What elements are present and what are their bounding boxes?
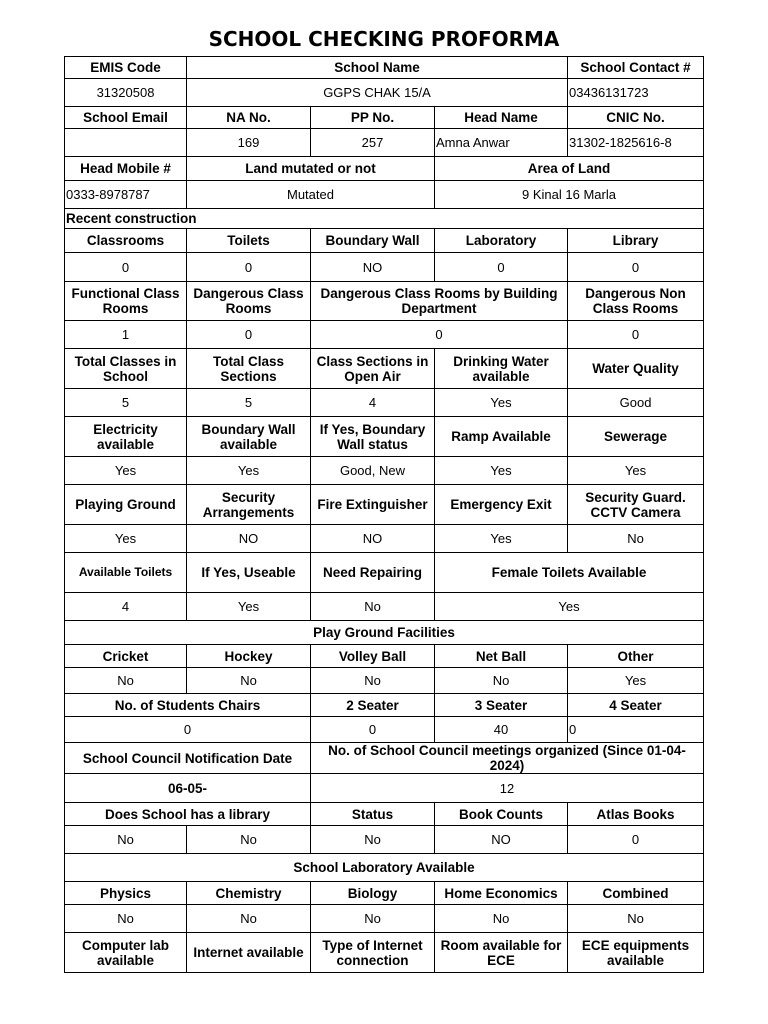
header-row — [65, 157, 704, 181]
students-chairs-value: 0 — [65, 717, 311, 743]
fire-extinguisher-value: NO — [311, 525, 435, 553]
area-of-land-header: Area of Land — [435, 157, 704, 181]
header-row — [65, 282, 704, 321]
boundary-wall-value: NO — [311, 253, 435, 282]
value-row — [65, 457, 704, 485]
toilets-value: 0 — [187, 253, 311, 282]
available-toilets-value: 4 — [65, 593, 187, 621]
library-header: Library — [568, 229, 704, 253]
sewerage-value: Yes — [568, 457, 704, 485]
school-laboratory-heading: School Laboratory Available — [65, 854, 704, 882]
book-counts-header: Book Counts — [435, 803, 568, 826]
header-row — [65, 553, 704, 593]
other-header: Other — [568, 645, 704, 668]
ece-equipments-header: ECE equipments available — [568, 933, 704, 973]
classrooms-header: Classrooms — [65, 229, 187, 253]
value-row — [65, 905, 704, 933]
value-row — [65, 79, 704, 107]
home-economics-value: No — [435, 905, 568, 933]
emergency-exit-header: Emergency Exit — [435, 485, 568, 525]
value-row — [65, 826, 704, 854]
functional-class-rooms-value: 1 — [65, 321, 187, 349]
section-row — [65, 209, 704, 229]
value-row — [65, 129, 704, 157]
internet-available-header: Internet available — [187, 933, 311, 973]
students-chairs-header: No. of Students Chairs — [65, 694, 311, 717]
area-of-land-value: 9 Kinal 16 Marla — [435, 181, 704, 209]
female-toilets-value: Yes — [435, 593, 704, 621]
net-ball-header: Net Ball — [435, 645, 568, 668]
council-notification-date-value: 06-05- — [65, 774, 311, 803]
library-status-value: No — [311, 826, 435, 854]
boundary-wall-available-value: Yes — [187, 457, 311, 485]
header-row — [65, 417, 704, 457]
cnic-no-header: CNIC No. — [568, 107, 704, 129]
boundary-wall-status-header: If Yes, Boundary Wall status — [311, 417, 435, 457]
electricity-header: Electricity available — [65, 417, 187, 457]
section-row — [65, 854, 704, 882]
pp-no-header: PP No. — [311, 107, 435, 129]
open-air-sections-value: 4 — [311, 389, 435, 417]
dangerous-rooms-building-dept-header: Dangerous Class Rooms by Building Department — [311, 282, 568, 321]
atlas-books-value: 0 — [568, 826, 704, 854]
combined-value: No — [568, 905, 704, 933]
land-mutated-value: Mutated — [187, 181, 435, 209]
emis-code-header: EMIS Code — [65, 57, 187, 79]
electricity-value: Yes — [65, 457, 187, 485]
internet-type-header: Type of Internet connection — [311, 933, 435, 973]
library-value: 0 — [568, 253, 704, 282]
ece-room-header: Room available for ECE — [435, 933, 568, 973]
council-meetings-header: No. of School Council meetings organized (Since 01-04-2024) — [311, 743, 704, 774]
pp-no-value: 257 — [311, 129, 435, 157]
header-row — [65, 229, 704, 253]
school-name-header: School Name — [187, 57, 568, 79]
two-seater-header: 2 Seater — [311, 694, 435, 717]
header-row — [65, 882, 704, 905]
header-row — [65, 645, 704, 668]
value-row — [65, 525, 704, 553]
chemistry-value: No — [187, 905, 311, 933]
total-classes-header: Total Classes in School — [65, 349, 187, 389]
na-no-header: NA No. — [187, 107, 311, 129]
library-status-header: Status — [311, 803, 435, 826]
water-quality-header: Water Quality — [568, 349, 704, 389]
toilets-useable-header: If Yes, Useable — [187, 553, 311, 593]
computer-lab-header: Computer lab available — [65, 933, 187, 973]
volley-ball-value: No — [311, 668, 435, 694]
atlas-books-header: Atlas Books — [568, 803, 704, 826]
ramp-header: Ramp Available — [435, 417, 568, 457]
toilets-header: Toilets — [187, 229, 311, 253]
value-row — [65, 321, 704, 349]
header-row — [65, 57, 704, 79]
school-email-value — [65, 129, 187, 157]
two-seater-value: 0 — [311, 717, 435, 743]
page-title: SCHOOL CHECKING PROFORMA — [208, 27, 560, 51]
combined-header: Combined — [568, 882, 704, 905]
emergency-exit-value: Yes — [435, 525, 568, 553]
need-repairing-value: No — [311, 593, 435, 621]
value-row — [65, 181, 704, 209]
ramp-value: Yes — [435, 457, 568, 485]
drinking-water-header: Drinking Water available — [435, 349, 568, 389]
security-guard-cctv-value: No — [568, 525, 704, 553]
play-ground-facilities-heading: Play Ground Facilities — [65, 621, 704, 645]
cricket-value: No — [65, 668, 187, 694]
school-contact-header: School Contact # — [568, 57, 704, 79]
laboratory-header: Laboratory — [435, 229, 568, 253]
three-seater-value: 40 — [435, 717, 568, 743]
book-counts-value: NO — [435, 826, 568, 854]
total-class-sections-header: Total Class Sections — [187, 349, 311, 389]
hockey-header: Hockey — [187, 645, 311, 668]
boundary-wall-available-header: Boundary Wall available — [187, 417, 311, 457]
section-row — [65, 621, 704, 645]
proforma-table — [64, 56, 704, 973]
classrooms-value: 0 — [65, 253, 187, 282]
total-class-sections-value: 5 — [187, 389, 311, 417]
playing-ground-header: Playing Ground — [65, 485, 187, 525]
chemistry-header: Chemistry — [187, 882, 311, 905]
header-row — [65, 803, 704, 826]
header-row — [65, 933, 704, 973]
home-economics-header: Home Economics — [435, 882, 568, 905]
biology-value: No — [311, 905, 435, 933]
dangerous-rooms-building-dept-value: 0 — [311, 321, 568, 349]
dangerous-non-class-rooms-value: 0 — [568, 321, 704, 349]
school-email-header: School Email — [65, 107, 187, 129]
hockey-value: No — [187, 668, 311, 694]
school-name-value: GGPS CHAK 15/A — [187, 79, 568, 107]
drinking-water-value: Yes — [435, 389, 568, 417]
header-row — [65, 743, 704, 774]
na-no-value: 169 — [187, 129, 311, 157]
open-air-sections-header: Class Sections in Open Air — [311, 349, 435, 389]
emis-code-value: 31320508 — [65, 79, 187, 107]
laboratory-value: 0 — [435, 253, 568, 282]
four-seater-header: 4 Seater — [568, 694, 704, 717]
other-value: Yes — [568, 668, 704, 694]
dangerous-class-rooms-header: Dangerous Class Rooms — [187, 282, 311, 321]
value-row — [65, 593, 704, 621]
playing-ground-value: Yes — [65, 525, 187, 553]
school-contact-value: 03436131723 — [568, 79, 704, 107]
security-arrangements-value: NO — [187, 525, 311, 553]
need-repairing-header: Need Repairing — [311, 553, 435, 593]
head-name-header: Head Name — [435, 107, 568, 129]
boundary-wall-header: Boundary Wall — [311, 229, 435, 253]
council-meetings-value: 12 — [311, 774, 704, 803]
three-seater-header: 3 Seater — [435, 694, 568, 717]
value-row — [65, 774, 704, 803]
dangerous-class-rooms-value: 0 — [187, 321, 311, 349]
net-ball-value: No — [435, 668, 568, 694]
school-library-value-2: No — [187, 826, 311, 854]
available-toilets-header: Available Toilets — [65, 553, 187, 593]
header-row — [65, 485, 704, 525]
security-guard-cctv-header: Security Guard. CCTV Camera — [568, 485, 704, 525]
head-mobile-header: Head Mobile # — [65, 157, 187, 181]
value-row — [65, 717, 704, 743]
value-row — [65, 668, 704, 694]
fire-extinguisher-header: Fire Extinguisher — [311, 485, 435, 525]
physics-header: Physics — [65, 882, 187, 905]
biology-header: Biology — [311, 882, 435, 905]
dangerous-non-class-rooms-header: Dangerous Non Class Rooms — [568, 282, 704, 321]
header-row — [65, 349, 704, 389]
council-notification-date-header: School Council Notification Date — [65, 743, 311, 774]
toilets-useable-value: Yes — [187, 593, 311, 621]
four-seater-value: 0 — [568, 717, 704, 743]
functional-class-rooms-header: Functional Class Rooms — [65, 282, 187, 321]
head-mobile-value: 0333-8978787 — [65, 181, 187, 209]
recent-construction-heading: Recent construction — [65, 209, 704, 229]
school-library-header: Does School has a library — [65, 803, 311, 826]
water-quality-value: Good — [568, 389, 704, 417]
total-classes-value: 5 — [65, 389, 187, 417]
cnic-no-value: 31302-1825616-8 — [568, 129, 704, 157]
school-library-value: No — [65, 826, 187, 854]
boundary-wall-status-value: Good, New — [311, 457, 435, 485]
volley-ball-header: Volley Ball — [311, 645, 435, 668]
security-arrangements-header: Security Arrangements — [187, 485, 311, 525]
value-row — [65, 389, 704, 417]
sewerage-header: Sewerage — [568, 417, 704, 457]
physics-value: No — [65, 905, 187, 933]
cricket-header: Cricket — [65, 645, 187, 668]
land-mutated-header: Land mutated or not — [187, 157, 435, 181]
female-toilets-header: Female Toilets Available — [435, 553, 704, 593]
head-name-value: Amna Anwar — [435, 129, 568, 157]
header-row — [65, 694, 704, 717]
value-row — [65, 253, 704, 282]
header-row — [65, 107, 704, 129]
